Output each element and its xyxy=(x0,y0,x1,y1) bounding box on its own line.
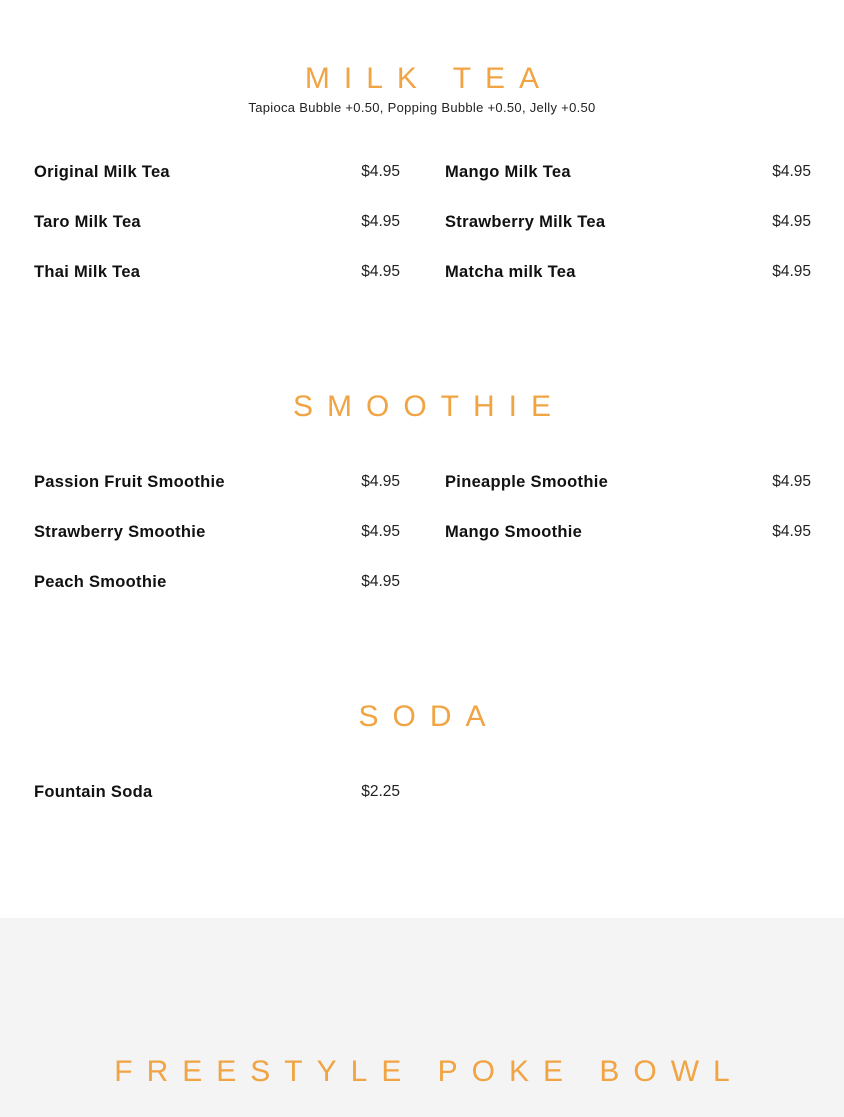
menu-item xyxy=(34,780,400,804)
menu-item xyxy=(34,570,400,594)
item-price: $4.95 xyxy=(772,523,811,540)
item-price: $4.95 xyxy=(361,163,400,180)
item-price: $4.95 xyxy=(361,573,400,590)
item-name: Taro Milk Tea xyxy=(34,212,141,231)
menu-item xyxy=(34,520,400,544)
milk-tea-addons: Tapioca Bubble +0.50, Popping Bubble +0.50, Jelly +0.50 xyxy=(248,100,596,115)
item-name: Passion Fruit Smoothie xyxy=(34,472,225,491)
menu-item xyxy=(445,160,811,184)
item-name: Mango Smoothie xyxy=(445,522,583,541)
item-price: $4.95 xyxy=(361,473,400,490)
milk-tea-title: MILK TEA xyxy=(304,62,554,95)
menu-item xyxy=(445,520,811,544)
item-name: Fountain Soda xyxy=(34,782,153,801)
item-price: $4.95 xyxy=(772,213,811,230)
menu-item xyxy=(445,210,811,234)
menu-item xyxy=(445,260,811,284)
poke-bowl-title: FREESTYLE POKE BOWL xyxy=(114,1055,744,1088)
item-price: $4.95 xyxy=(772,263,811,280)
item-price: $4.95 xyxy=(361,523,400,540)
menu-item xyxy=(34,160,400,184)
item-name: Strawberry Milk Tea xyxy=(445,212,606,231)
item-name: Strawberry Smoothie xyxy=(34,522,206,541)
item-name: Mango Milk Tea xyxy=(445,162,571,181)
soda-title: SODA xyxy=(358,700,500,733)
item-price: $4.95 xyxy=(772,473,811,490)
menu-item xyxy=(34,470,400,494)
item-name: Original Milk Tea xyxy=(34,162,170,181)
menu-item xyxy=(34,210,400,234)
menu-item xyxy=(445,470,811,494)
item-name: Matcha milk Tea xyxy=(445,262,576,281)
item-price: $2.25 xyxy=(361,783,400,800)
item-name: Peach Smoothie xyxy=(34,572,167,591)
item-price: $4.95 xyxy=(772,163,811,180)
menu-item xyxy=(34,260,400,284)
item-name: Thai Milk Tea xyxy=(34,262,141,281)
item-name: Pineapple Smoothie xyxy=(445,472,609,491)
item-price: $4.95 xyxy=(361,213,400,230)
item-price: $4.95 xyxy=(361,263,400,280)
smoothie-title: SMOOTHIE xyxy=(292,390,565,423)
